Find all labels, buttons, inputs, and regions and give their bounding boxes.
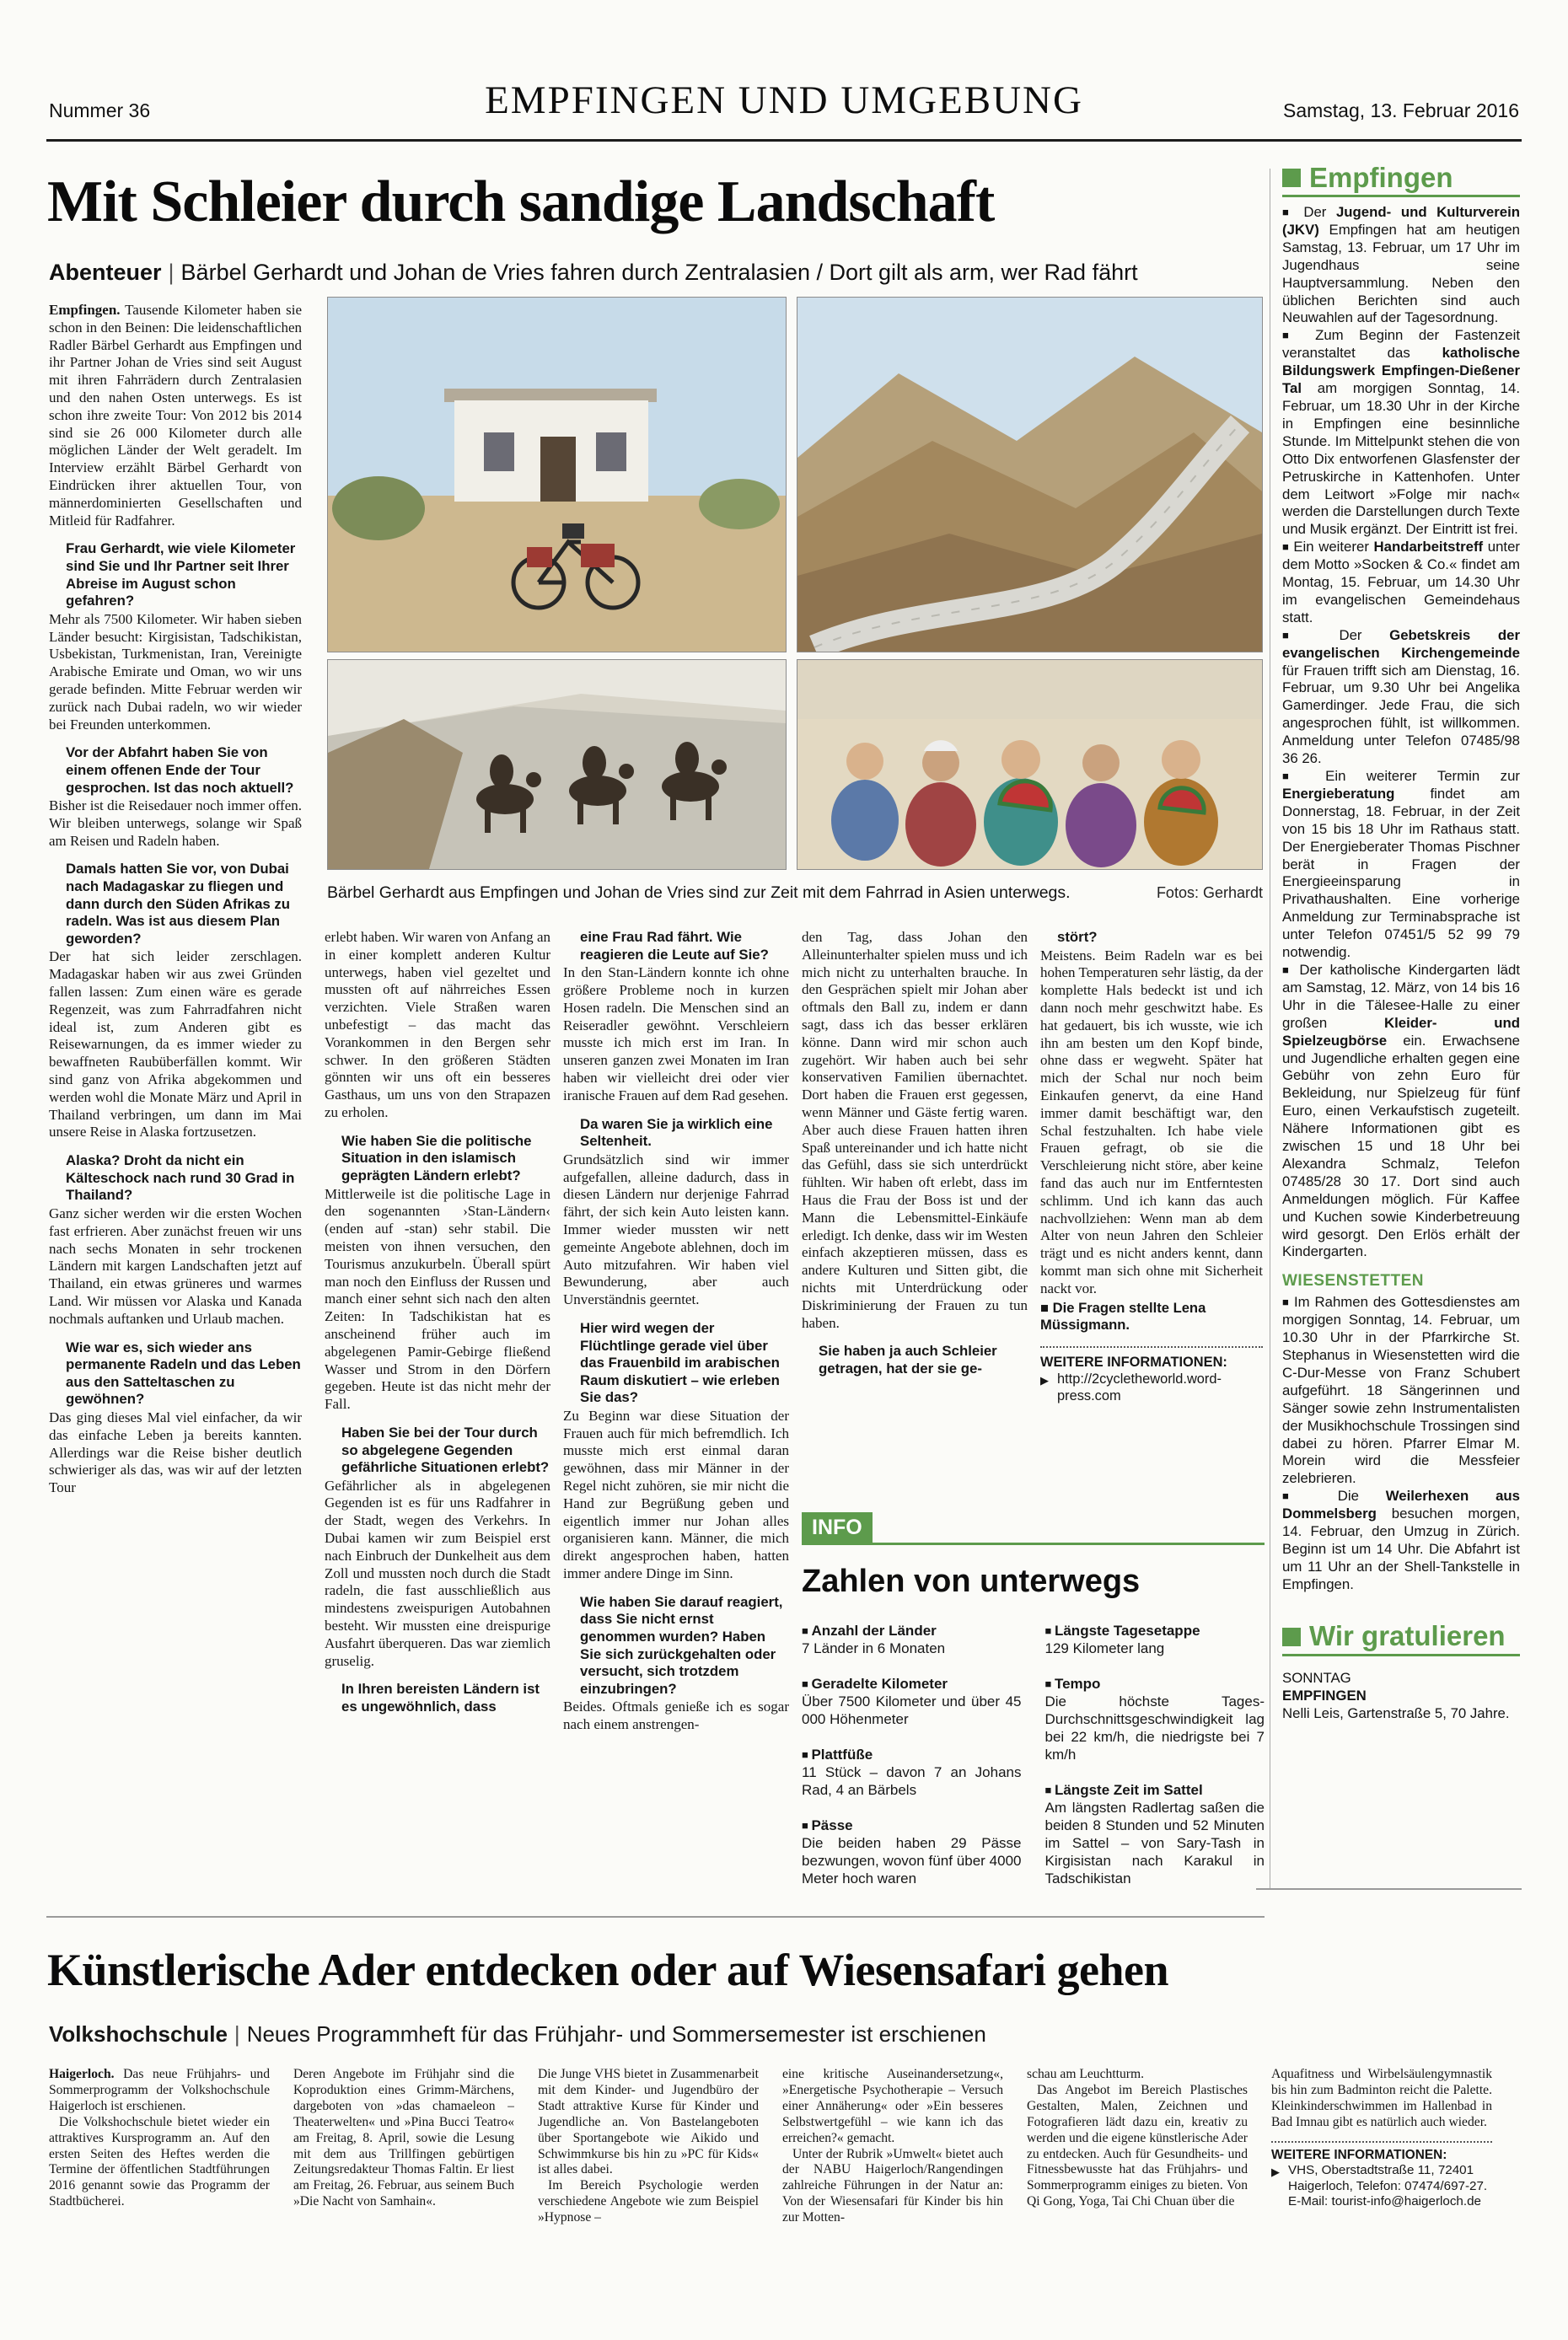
sidebar-item: ■ Die Weilerhexen aus Dommelsberg besuchen morgen, 14. Februar, den Umzug in Zürich. Beginn ist um 14 Uhr. Die Abfahrt ist um 11 Uhr an der Shell-Tankstelle in Empfingen. bbox=[1282, 1488, 1521, 1592]
info-entry-title: ■ Anzahl der Länder bbox=[802, 1623, 937, 1639]
vhs-column-1 bbox=[49, 2067, 270, 2335]
article-paragraph: Deren Angebote im Frühjahr sind die Koproduktion eines Grimm-Märchens, dargeboten von »das chamaeleon – Theaterwelten« und »Pina Bucci Teatro« am Freitag, 8. April, sowie die Lesung mit dem aus Trillfingen gebürtigen Zeitungsredakteur Thomas Faltin. Er liest am Freitag, 26. Februar, aus seinem Buch »Die Nacht von Samhain«. bbox=[293, 2067, 514, 2209]
article-paragraph: Gefährlicher als in abgelegenen Gegenden ist es für uns Radfahrer in der Stadt, wegen des Verkehrs. In Dubai kamen wir zum Beispiel erst nach Einbruch der Dunkelheit aus dem Zoll und mussten noch durch die Stadt radeln, die fast ausschließlich aus mindestens zweispurigen Autobahnen besteht. Wir mussten eine dreispurige Ausfahrt überqueren. Das war ziemlich gruselig. bbox=[325, 1477, 550, 1669]
info-entry-text: Die beiden haben 29 Pässe bezwungen, wovon fünf über 4000 Meter hoch waren bbox=[802, 1835, 1022, 1886]
info-entry-text: Die höchste Tages-Durchschnittsgeschwindigkeit lag bei 22 km/h, die niedrigste bei 7 km/h bbox=[1044, 1693, 1265, 1763]
article-paragraph: erlebt haben. Wir waren von Anfang an in einer komplett anderen Kultur unterwegs, haben viel gezeltet und mussten oft auf nährreiches Essen verzichten. Viele Straßen waren unbefestigt – das macht das Vorankommen in den Bergen sehr schwer. In den größeren Städten gönnten wir uns oft ein besseres Gasthaus, um uns von den Strapazen zu erholen. bbox=[325, 929, 550, 1120]
photo-house-bicycle-image bbox=[328, 298, 786, 652]
bullet-square-icon: ■ bbox=[802, 1677, 812, 1690]
bullet-square-icon: ■ bbox=[802, 1819, 812, 1832]
article-paragraph: In den Stan-Ländern konnte ich ohne größere Probleme noch in kurzen Hosen radeln. Die Menschen sind an Reiseradler gewöhnt. Verschleiern musste ich mich erst im Iran. In unseren ganzen zwei Monaten im Iran haben wir vielleicht drei oder vier iranische Frauen auf dem Rad gesehen. bbox=[563, 964, 789, 1103]
info-entry-title: ■ Geradelte Kilometer bbox=[802, 1676, 948, 1692]
sidebar-item: ■ Der Gebetskreis der evangelischen Kirchengemeinde für Frauen trifft sich am Dienstag, 16. Februar, um 9.30 Uhr bei Angelika Gamerdinger. Jede Frau, die sich angesprochen fühlt, ist willkommen. Anmeldung unter Telefon 07485/98 36 26. bbox=[1282, 626, 1521, 767]
congratulations-section bbox=[1282, 1620, 1520, 1723]
interview-question: Sie haben ja auch Schleier getragen, hat der sie ge- bbox=[819, 1343, 997, 1377]
info-box-label-row bbox=[802, 1507, 1265, 1545]
info-entry-title: ■ Pässe bbox=[802, 1817, 853, 1833]
info-entry-text: Über 7500 Kilometer und über 45 000 Höhenmeter bbox=[802, 1693, 1022, 1727]
info-box-label: INFO bbox=[802, 1512, 873, 1543]
bullet-square-icon: ■ bbox=[1282, 329, 1316, 342]
info-box-left-column bbox=[802, 1622, 1022, 1905]
bullet-square-icon: ■ bbox=[1044, 1784, 1055, 1796]
interview-question: stört? bbox=[1057, 929, 1098, 945]
vhs-column-6 bbox=[1271, 2067, 1492, 2335]
interview-column-2 bbox=[325, 929, 550, 1913]
interview-question: Wie haben Sie darauf reagiert, dass Sie nicht ernst genommen wurden? Haben Sie sich zurückgehalten oder versucht, sich trotzdem einzubringen? bbox=[580, 1593, 783, 1697]
article-paragraph: Bisher ist die Reisedauer noch immer offen. Wir bleiben unterwegs, solange wir Spaß am Reisen und Radeln haben. bbox=[49, 797, 302, 849]
vhs-subhead-text: Neues Programmheft für das Frühjahr- und Sommersemester ist erschienen bbox=[246, 2021, 986, 2047]
bullet-square-icon: ■ bbox=[1282, 1296, 1294, 1309]
article-paragraph: Mehr als 7500 Kilometer. Wir haben sieben Länder besucht: Kirgisistan, Tadschikistan, Usbekistan, Turkmenistan, Iran, Vereinigte Arabische Emirate und Oman, wo wir uns gerade befinden. Mitte Februar werden wir zurück nach Dubai radeln, wo wir wieder bei Freunden unterkommen. bbox=[49, 610, 302, 733]
sidebar-header-congrats bbox=[1282, 1620, 1520, 1656]
info-entry bbox=[1045, 1622, 1265, 1657]
sidebar-item: ■ Im Rahmen des Gottesdienstes am morgigen Sonntag, 14. Februar, um 10.30 Uhr in der Pfarrkirche St. Stephanus in Wiesenstetten wird die C-Dur-Messe von Franz Schubert aufgeführt. 18 Sängerinnen und Sänger sowie zehn Instrumentalisten der Musikhochschule Trossingen sind dabei zu hören. Pfarrer Elmar M. Morein wird die Messfeier zelebrieren. bbox=[1282, 1294, 1520, 1487]
vhs-column-4 bbox=[782, 2067, 1003, 2335]
bullet-square-icon: ■ bbox=[802, 1624, 812, 1637]
dateline: Haigerloch. bbox=[49, 2067, 115, 2081]
bullet-square-icon: ■ bbox=[1282, 770, 1326, 782]
sidebar-items-empfingen bbox=[1282, 204, 1520, 1261]
sidebar-title: Empfingen bbox=[1309, 161, 1453, 193]
info-entry-text: 7 Länder in 6 Monaten bbox=[802, 1640, 946, 1656]
vhs-headline: Künstlerische Ader entdecken oder auf Wiesensafari gehen bbox=[47, 1945, 1168, 1995]
interview-column-4 bbox=[802, 929, 1028, 1507]
info-entry-title: ■ Plattfüße bbox=[802, 1747, 873, 1763]
interview-question: Wie haben Sie die politische Situation in den islamisch geprägten Ländern erlebt? bbox=[341, 1132, 532, 1183]
vhs-column-2 bbox=[293, 2067, 514, 2335]
interview-question: In Ihren bereisten Ländern ist es ungewöhnlich, dass bbox=[341, 1681, 540, 1715]
info-entry bbox=[802, 1746, 1022, 1799]
article-paragraph: Die Volkshochschule bietet wieder ein attraktives Kursprogramm an. Auf den ersten Seiten des Heftes werden die Termine der öffentlichen Stadtführungen 2016 genannt sowie das Programm der Stadtbücherei. bbox=[49, 2114, 270, 2209]
article-paragraph: Meistens. Beim Radeln war es bei hohen Temperaturen sehr lästig, da der komplette Hals bedeckt ist und ich dann noch mehr geschwitzt habe. Es hat gedauert, bis ich wusste, wie ich ihn am besten um den Kopf binde, ohne dass er wegweht. Später hat mich der Schal nur noch beim Einkaufen genervt, da eine Hand immer damit beschäftigt war, den Schal festzuhalten. Ich habe viele Frauen gefragt, ob sie die Verschleierung nicht störe, aber keine fand das auch nur im Entferntesten schlimm. Und ich kann das auch nachvollziehen: Wenn man ab dem Alter von neun Jahren den Schleier trägt und es nicht anders kennt, dann kommt man sich ohne mit Sicherheit nackt vor. bbox=[1040, 947, 1263, 1296]
sidebar-item: ■ Ein weiterer Termin zur Energieberatung findet am Donnerstag, 18. Februar, in der Zeit von 15 bis 18 Uhr im Rathaus statt. Der Energieberater Thomas Pischner berät in Fragen der Energieeinsparung in Privathaushalten. Eine vorherige Anmeldung zur Terminabsprache ist unter Telefon 07451/5 52 99 79 notwendig. bbox=[1282, 768, 1520, 961]
green-square-icon bbox=[1282, 169, 1301, 187]
photo-house-bicycle bbox=[327, 297, 787, 652]
interview-column-1 bbox=[49, 302, 302, 1913]
article-paragraph: Das ging dieses Mal viel einfacher, da wir das einfache Leben ja bereits kannten. Allerdings war die Reise bisher deutlich schwieriger als das, was wir auf der letzten Tour bbox=[49, 1409, 302, 1496]
vhs-column-3 bbox=[538, 2067, 759, 2335]
interview-question: Damals hatten Sie vor, von Dubai nach Madagaskar zu fliegen und dann durch den Süden Afrikas zu radeln. Was ist aus diesem Plan geworden? bbox=[66, 861, 291, 947]
photo-credit: Fotos: Gerhardt bbox=[1156, 884, 1263, 901]
vhs-column-5 bbox=[1027, 2067, 1248, 2335]
article-paragraph: Zu Beginn war diese Situation der Frauen auch für mich befremdlich. Ich musste mich erst einmal daran gewöhnen, dass mir Männer in der Regel nicht zuhören, sie mir nicht die Hand zur Begrüßung geben und eigentlich immer nur Johan alles organisieren kann. Männer, die mich direkt angesprochen haben, hatten immer andere Dinge im Sinn. bbox=[563, 1407, 789, 1582]
info-entry bbox=[802, 1817, 1022, 1887]
info-entry-text: Am längsten Radlertag saßen die beiden 8 Stunden und 52 Minuten im Sattel – von Sary-Tash in Kirgisistan nach Karakul in Tadschikistan bbox=[1044, 1800, 1265, 1886]
article-paragraph: Im Bereich Psychologie werden verschiedene Angebote wie zum Beispiel »Hypnose – bbox=[538, 2178, 759, 2225]
sidebar-header-empfingen bbox=[1282, 161, 1520, 197]
article-headline: Mit Schleier durch sandige Landschaft bbox=[47, 169, 995, 234]
article-divider-rule bbox=[46, 1916, 1265, 1918]
masthead-title: EMPFINGEN UND UMGEBUNG bbox=[485, 78, 1083, 122]
interview-question: Frau Gerhardt, wie viele Kilometer sind Sie und Ihr Partner seit Ihrer Abreise im August schon gefahren? bbox=[66, 540, 296, 609]
interview-question: eine Frau Rad fährt. Wie reagieren die Leute auf Sie? bbox=[580, 929, 769, 963]
info-entry bbox=[802, 1675, 1022, 1728]
photo-donkey-riders-image bbox=[328, 660, 786, 869]
byline: ■ Die Fragen stellte Lena Müssigmann. bbox=[1040, 1299, 1206, 1334]
interview-question: Haben Sie bei der Tour durch so abgelegene Gegenden gefährliche Situationen erlebt? bbox=[341, 1424, 550, 1476]
info-box-right-column bbox=[1045, 1622, 1265, 1905]
more-info-label: WEITERE INFORMATIONEN: bbox=[1040, 1355, 1227, 1371]
vhs-more-info-box bbox=[1271, 2141, 1492, 2210]
arrow-right-icon: ▶ bbox=[1271, 2166, 1280, 2179]
green-square-icon bbox=[1282, 1628, 1301, 1646]
congrats-title: Wir gratulieren bbox=[1309, 1620, 1506, 1652]
info-entry-title: ■ Längste Tagesetappe bbox=[1044, 1623, 1200, 1639]
photo-mountain-road-image bbox=[797, 298, 1262, 652]
info-box-title: Zahlen von unterwegs bbox=[802, 1564, 1141, 1599]
article-paragraph: Ganz sicher werden wir die ersten Wochen fast erfrieren. Aber zunächst freuen wir uns nach sechs Monaten in sehr trockenen Ländern mit kargen Landschaften jetzt auf Thailand, ein etwas grüneres und warmes Land. Wir müssen vor Alaska und Kanada nochmals auftanken und Urlaub machen. bbox=[49, 1205, 302, 1327]
interview-question: Da waren Sie ja wirklich eine Seltenheit. bbox=[580, 1115, 773, 1150]
vhs-more-info-text: VHS, Oberstadtstraße 11, 72401 Haigerloch, Telefon: 07474/697-27. E-Mail: tourist-info@haigerloch.de bbox=[1288, 2163, 1488, 2209]
interview-question: Hier wird wegen der Flüchtlinge gerade viel über das Frauenbild im arabischen Raum diskutiert – wie erleben Sie das? bbox=[580, 1319, 780, 1406]
sidebar-subheader-wiesenstetten: WIESENSTETTEN bbox=[1282, 1272, 1425, 1291]
photo-caption: Bärbel Gerhardt aus Empfingen und Johan de Vries sind zur Zeit mit dem Fahrrad in Asien unterwegs. bbox=[327, 883, 1071, 902]
article-paragraph: Die Junge VHS bietet in Zusammenarbeit mit dem Kinder- und Jugendbüro der Stadt attraktive Kurse für Kinder und Jugendliche an. Von Bastelangeboten über Sportangebote wie Aikido und Schwimmkurse bis hin zu »PC für Kids« ist alles dabei. bbox=[538, 2067, 759, 2177]
photo-caption-row bbox=[327, 883, 1263, 903]
bullet-square-icon: ■ bbox=[1282, 963, 1300, 976]
interview-question: Alaska? Droht da nicht ein Kälteschock nach rund 30 Grad in Thailand? bbox=[66, 1152, 295, 1204]
sidebar-items-wiesenstetten bbox=[1282, 1294, 1520, 1593]
sidebar-item: ■ Ein weiterer Handarbeitstreff unter dem Motto »Socken & Co.« findet am Montag, 15. Februar, um 14.30 Uhr im evangelischen Gemeindehaus statt. bbox=[1282, 539, 1520, 625]
article-subhead bbox=[49, 260, 1138, 286]
dateline: Empfingen. bbox=[49, 302, 121, 318]
bullet-square-icon: ■ bbox=[1282, 628, 1340, 641]
article-paragraph: Haigerloch. Das neue Frühjahrs- und Sommerprogramm der Volkshochschule Haigerloch ist erschienen. bbox=[49, 2067, 270, 2113]
article-kicker: Abenteuer bbox=[49, 260, 162, 285]
photo-children-watermelon-image bbox=[797, 660, 1262, 869]
header-rule bbox=[46, 139, 1522, 142]
sidebar-item: ■ Der katholische Kindergarten lädt am Samstag, 12. März, von 14 bis 16 Uhr in die Tälesee-Halle zu einer großen Kleider- und Spielzeugbörse ein. Erwachsene und Jugendliche erhalten gegen eine Gebühr von zehn Euro für Bekleidung, nur Spielzeug für fünf Euro, einen Verkaufstisch zugeteilt. Nähere Informationen gibt es zwischen 15 und 18 Uhr bei Alexandra Schmalz, Telefon 07485/28 30 17. Dort sind auch Anmeldungen möglich. Für Kaffee und Kuchen sowie Kinderbetreuung wird gesorgt. Den Erlös erhält der Kindergarten. bbox=[1282, 961, 1520, 1260]
article-paragraph: Unter der Rubrik »Umwelt« bietet auch der NABU Haigerloch/Rangendingen zahlreiche Führungen in der Natur an: Von der Wiesensafari für Kinder bis hin zur Motten- bbox=[782, 2146, 1003, 2225]
kicker-separator: | bbox=[168, 260, 175, 285]
article-paragraph: Grundsätzlich sind wir immer aufgefallen, alleine dadurch, dass in diesen Ländern nur derjenige Fahrrad fährt, der sich kein Auto leisten kann. Immer wieder mussten wir nett gemeinte Angebote ablehnen, doch im Auto mitzufahren. Wir haben viel Bewunderung, aber auch Unverständnis geerntet. bbox=[563, 1151, 789, 1308]
article-subhead-text: Bärbel Gerhardt und Johan de Vries fahren durch Zentralasien / Dort gilt als arm, wer Rad fährt bbox=[180, 260, 1138, 285]
info-entry-title: ■ Längste Zeit im Sattel bbox=[1044, 1782, 1203, 1798]
bullet-square-icon: ■ bbox=[1044, 1677, 1055, 1690]
vhs-kicker-separator: | bbox=[234, 2021, 240, 2047]
bullet-square-icon: ■ bbox=[802, 1748, 812, 1761]
more-info-link-line bbox=[1040, 1371, 1263, 1404]
more-info-link: http://2cycletheworld.word-press.com bbox=[1057, 1371, 1222, 1404]
arrow-right-icon: ▶ bbox=[1040, 1374, 1049, 1387]
photo-donkey-riders bbox=[327, 659, 787, 870]
congrats-place: EMPFINGEN bbox=[1282, 1687, 1367, 1704]
page-date: Samstag, 13. Februar 2016 bbox=[1283, 99, 1519, 121]
more-info-box bbox=[1040, 1346, 1263, 1404]
info-entry-text: 129 Kilometer lang bbox=[1044, 1640, 1165, 1656]
info-entry bbox=[1045, 1675, 1265, 1763]
photo-children-watermelon bbox=[797, 659, 1263, 870]
congrats-day: SONNTAG bbox=[1282, 1669, 1351, 1686]
article-paragraph: Der hat sich leider zerschlagen. Madagaskar haben wir aus zwei Gründen fallen lassen: Zum einen wäre es gerade Regenzeit, was zum Fahrradfahren nicht ideal ist, zum Anderen gibt es Reisewarnungen, da es immer wieder zu bewaffneten Raubüberfällen kommt. Wir sind ganz von Afrika abgekommen und werden wohl die Monate März und April in Thailand verbringen, um dann im Mai unsere Reise in Alaska fortzusetzen. bbox=[49, 948, 302, 1140]
article-paragraph: Empfingen. Tausende Kilometer haben sie schon in den Beinen: Die leidenschaftlichen Radler Bärbel Gerhardt aus Empfingen und ihr Partner Johan de Vries sind seit August mit ihren Fahrrädern durch Zentralasien und den nahen Osten unterwegs. Es ist schon ihre zweite Tour: Von 2012 bis 2014 sind sie 26 000 Kilometer durch alle möglichen Länder der Welt geradelt. Im Interview erzählt Bärbel Gerhardt von Eindrücken ihrer aktuellen Tour, von männerdominierten Gesellschaften und Mitleid für Radfahrer. bbox=[49, 302, 302, 529]
vhs-subhead bbox=[49, 2021, 986, 2048]
interview-question: Vor der Abfahrt haben Sie von einem offenen Ende der Tour gesprochen. Ist das noch aktuell? bbox=[66, 744, 294, 796]
bullet-square-icon: ■ bbox=[1282, 540, 1294, 554]
article-paragraph: Mittlerweile ist die politische Lage in den sogenannten ›Stan-Ländern‹ (enden auf -stan) sehr stabil. Die meisten von ihnen versuchen, den Tourismus anzukurbeln. Überall spürt man noch den Einfluss der Russen und manch einer sehnt sich nach den alten Zeiten: In Tadschikistan hat es anscheinend früher auch im abgelegenen Pamir-Gebirge fließend Wasser und Strom in den Dörfern gegeben. Heute ist das nicht mehr der Fall. bbox=[325, 1185, 550, 1413]
bullet-square-icon: ■ bbox=[1044, 1624, 1055, 1637]
interview-column-3 bbox=[563, 929, 789, 1913]
info-entry-text: 11 Stück – davon 7 an Johans Rad, 4 an Bärbels bbox=[802, 1764, 1022, 1798]
vhs-more-info-label: WEITERE INFORMATIONEN: bbox=[1271, 2147, 1447, 2162]
article-paragraph: Aquafitness und Wirbelsäulengymnastik bis hin zum Badminton reicht die Palette. Kleinkinderschwimmen im Hallenbad in Bad Imnau gibt es natürlich auch wieder. bbox=[1271, 2067, 1492, 2129]
sidebar-item: ■ Zum Beginn der Fastenzeit veranstaltet das katholische Bildungswerk Empfingen-Dießener Tal am morgigen Sonntag, 14. Februar, um 18.30 Uhr in der Kirche in Empfingen eine besinnliche Stunde. Im Mittelpunkt stehen die von Otto Dix entworfenen Glasfenster der Petruskirche in Kattenhofen. Unter dem Leitwort »Folge mir nach« werden die Darstellungen durch Texte und Musik ergänzt. Der Eintritt ist frei. bbox=[1282, 327, 1520, 538]
info-entry bbox=[802, 1622, 1022, 1657]
article-paragraph: Beides. Oftmals genieße ich es sogar nach einem anstrengen- bbox=[563, 1699, 789, 1733]
article-paragraph: eine kritische Auseinandersetzung«, »Energetische Psychotherapie – Versuch einer Annäherung« oder »Ein besseres Selbstwertgefühl – wie kann ich das erreichen?« gemacht. bbox=[782, 2067, 1003, 2145]
info-entry-title: ■ Tempo bbox=[1044, 1676, 1101, 1692]
info-box bbox=[802, 1507, 1265, 1915]
photo-mountain-road bbox=[797, 297, 1263, 652]
sidebar-item: ■ Der Jugend- und Kulturverein (JKV) Empfingen hat am heutigen Samstag, 13. Februar, um 17 Uhr im Jugendhaus seine Hauptversammlung. Neben den üblichen Berichten sind auch Neuwahlen auf der Tagesordnung. bbox=[1282, 204, 1521, 326]
sidebar-bottom-rule bbox=[1256, 1888, 1522, 1890]
congrats-entry: Nelli Leis, Gartenstraße 5, 70 Jahre. bbox=[1282, 1704, 1510, 1721]
vhs-kicker: Volkshochschule bbox=[49, 2021, 228, 2047]
bullet-square-icon: ■ bbox=[1282, 206, 1304, 218]
sidebar-local-news bbox=[1282, 161, 1521, 1722]
interview-column-5 bbox=[1040, 929, 1263, 1507]
article-paragraph: den Tag, dass Johan den Alleinunterhalter spielen muss und ich mich nicht zu unterhalten brauche. In den Gesprächen spielt mir Johan aber oftmals den Ball zu, indem er dann sagt, dass ich das besser erklären könne. Dann wird mir schon auch zugehört. Wir haben auch bei sehr konservativen Familien übernachtet. Dort haben die Frauen erst gegessen, wenn Männer und Gäste fertig waren. Aber auch diese Frauen hatten ihren Spaß untereinander und ich hatte nicht das Gefühl, dass sie sich unterdrückt fühlten. Wir haben oft erlebt, dass im Haus die Frau der Boss ist und der Mann die Lebensmittel-Einkäufe erledigt. Ich denke, dass wir im Westen einfach akzeptieren müssen, dass es andere Kulturen und Sitten gibt, die nichts mit Unterdrückung oder Diskriminierung der Frauen zu tun haben. bbox=[802, 929, 1028, 1331]
interview-question: Wie war es, sich wieder ans permanente Radeln und das Leben aus den Satteltaschen zu gewöhnen? bbox=[66, 1339, 301, 1408]
issue-number: Nummer 36 bbox=[49, 99, 151, 121]
article-paragraph: Das Angebot im Bereich Plastisches Gestalten, Malen, Zeichnen und Fotografieren lädt dazu ein, kreativ zu werden und die eigene künstlerische Ader zu entdecken. Auch für Gesundheits- und Fitnessbewusste hat das Frühjahrs- und Sommerprogramm einiges zu bieten. Von Qi Gong, Yoga, Tai Chi Chuan über die bbox=[1027, 2082, 1248, 2209]
article-paragraph: schau am Leuchtturm. bbox=[1027, 2067, 1144, 2081]
vhs-more-info-line bbox=[1271, 2163, 1492, 2210]
info-entry bbox=[1045, 1781, 1265, 1887]
bullet-square-icon: ■ bbox=[1282, 1489, 1338, 1503]
